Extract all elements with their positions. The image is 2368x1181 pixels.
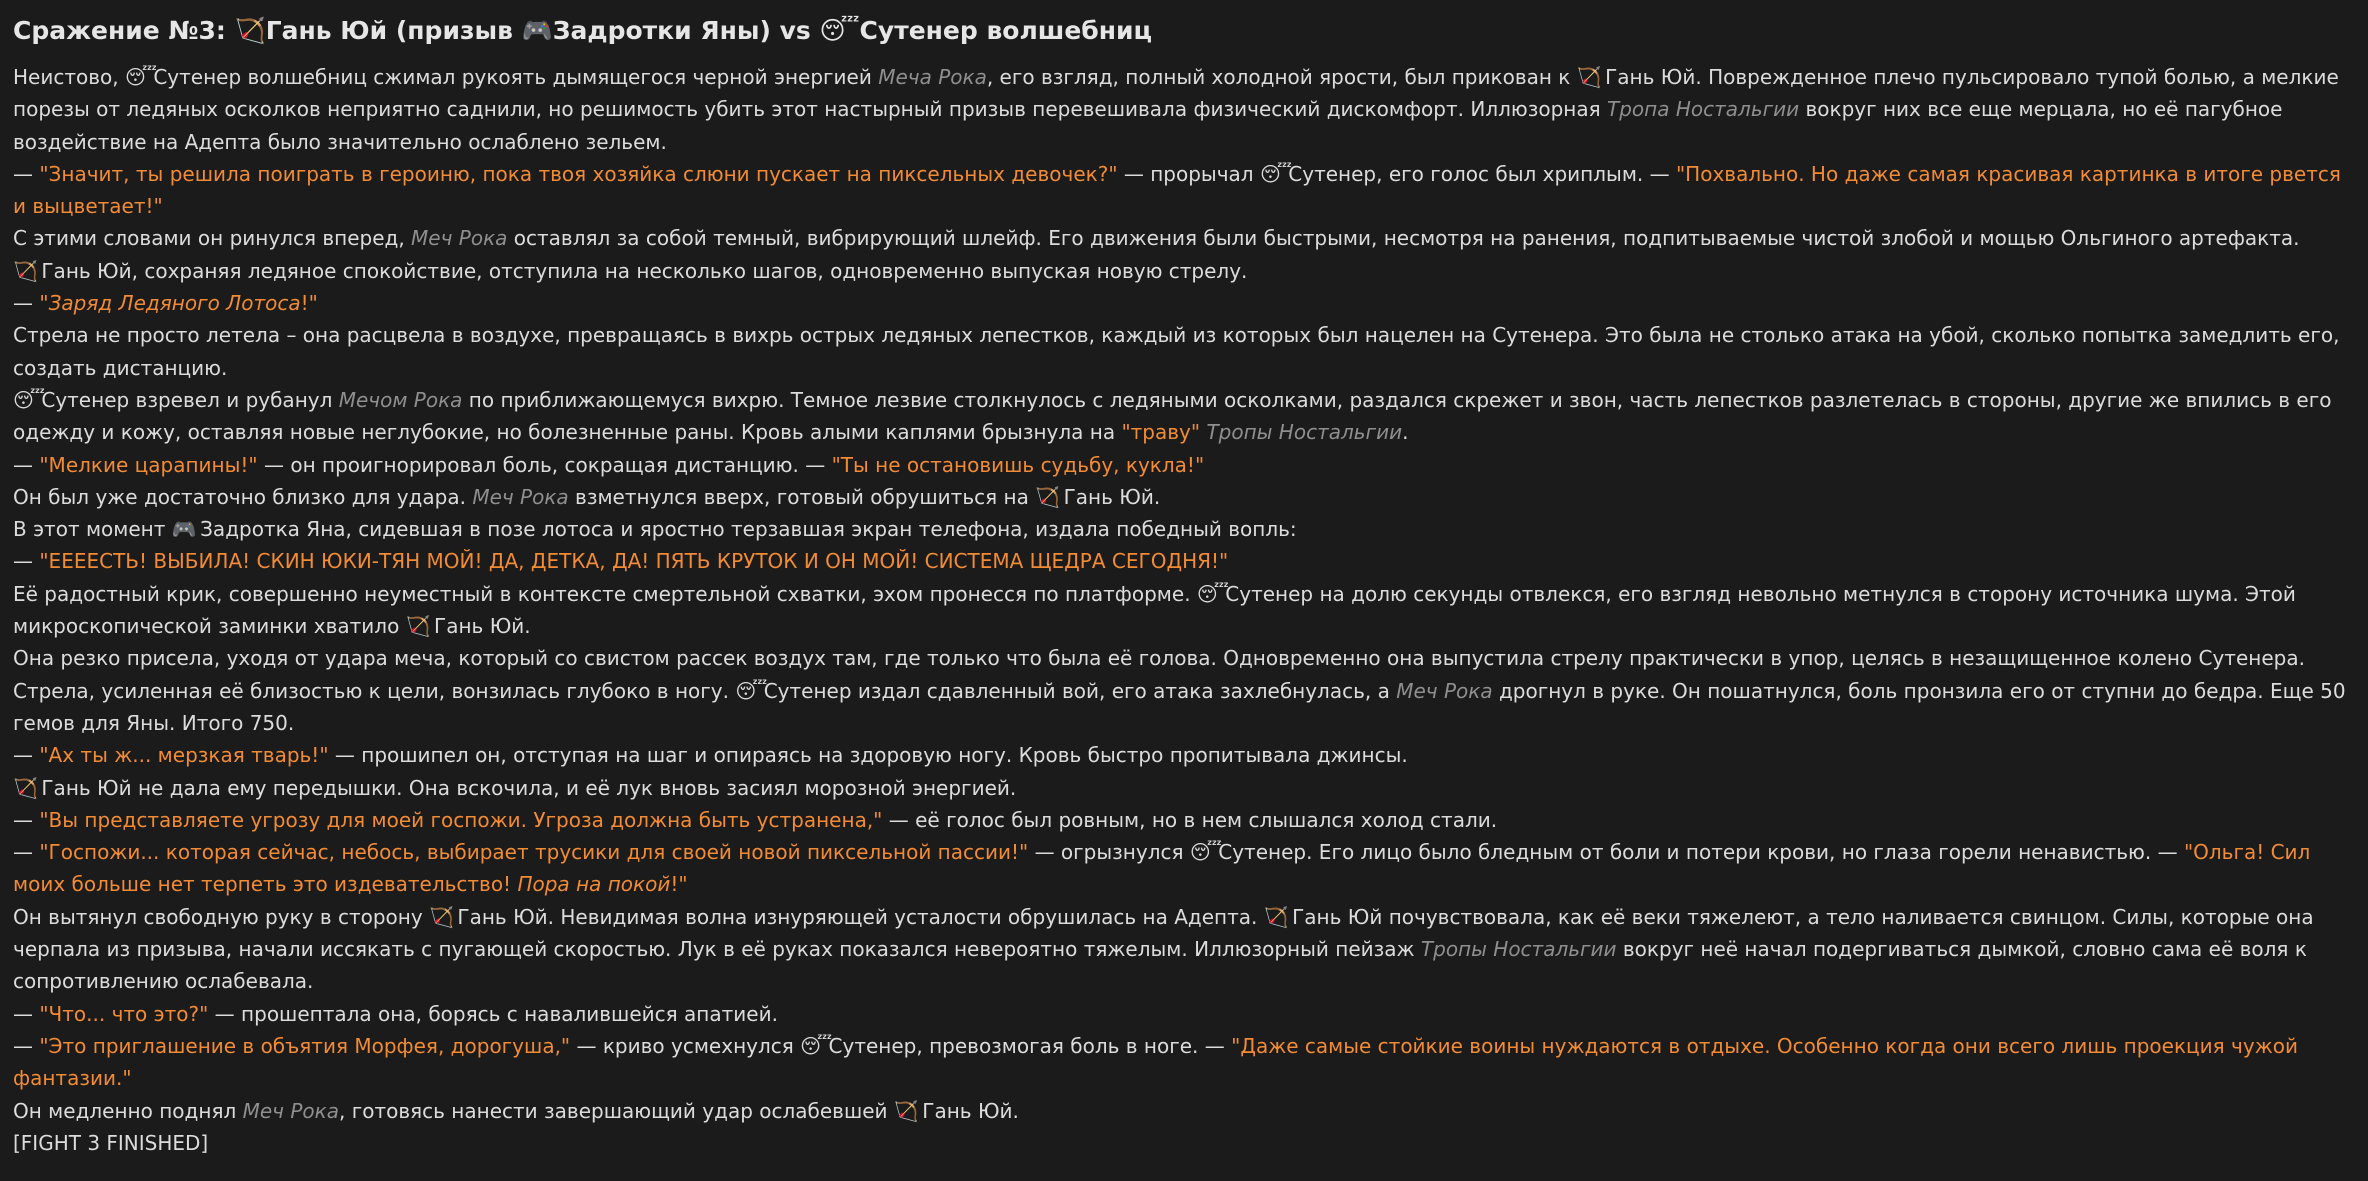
narration-text: . xyxy=(1402,420,1409,445)
narration-paragraph xyxy=(13,255,2355,287)
dash: — xyxy=(13,807,40,832)
narration-text: Он был уже достаточно близко для удара. xyxy=(13,484,473,509)
dash: — xyxy=(13,1033,40,1058)
character-name-pimp: Сутенер xyxy=(763,678,852,703)
character-name-ganyu: Гань Юй xyxy=(41,258,132,283)
status-text: [FIGHT 3 FINISHED] xyxy=(13,1130,209,1155)
narration-paragraph xyxy=(13,319,2355,384)
narration-text: , готовясь нанести завершающий удар ослабевшей xyxy=(339,1098,894,1123)
character-name-ganyu: Гань Юй xyxy=(434,614,525,639)
narration-paragraph xyxy=(13,61,2355,158)
narration-paragraph xyxy=(13,384,2355,449)
sleeping-face-icon: 😴 xyxy=(13,387,46,412)
dialogue-paragraph xyxy=(13,998,2355,1030)
quote-mark: " xyxy=(39,291,49,316)
character-name-pimp: Сутенер xyxy=(1225,581,1314,606)
narration-text: — прошептала она, борясь с навалившейся апатией. xyxy=(208,1001,778,1026)
dash: — xyxy=(13,549,40,574)
character-name-pimp: Сутенер xyxy=(1218,840,1307,865)
narration-paragraph xyxy=(13,1095,2355,1127)
bow-arrow-icon: 🏹 xyxy=(429,904,454,929)
item-name-doom-sword: Мечом Рока xyxy=(338,387,463,412)
bow-arrow-icon: 🏹 xyxy=(1576,65,1602,89)
narration-text: издал сдавленный вой, его атака захлебнулась, а xyxy=(851,678,1397,703)
character-name-yana: Задротка Яна xyxy=(200,517,346,542)
quote-mark: !" xyxy=(670,872,688,897)
skill-name: Заряд Ледяного Лотоса xyxy=(48,291,301,316)
dialogue-paragraph xyxy=(13,545,2355,577)
narration-text: — огрызнулся xyxy=(1028,840,1190,865)
narration-text: , его взгляд, полный холодной ярости, был прикован к xyxy=(986,65,1577,89)
dialogue-quote: "Мелкие царапины!" xyxy=(39,452,258,477)
dash: — xyxy=(13,1001,40,1026)
narration-text: . xyxy=(524,614,531,639)
narration-text: . Поврежденное плечо пульсировало тупой болью, а мелкие порезы от ледяных осколков неприятно саднили, но решимость убить этот настырный призыв перевешивала физический дискомфорт. Иллюзорная xyxy=(13,65,2339,122)
item-name-doom-sword: Меч Рока xyxy=(411,226,508,251)
bow-arrow-icon: 🏹 xyxy=(1263,904,1289,929)
bow-arrow-icon: 🏹 xyxy=(893,1098,919,1123)
item-name-doom-sword: Меча Рока xyxy=(878,65,987,89)
dialogue-paragraph xyxy=(13,287,2355,319)
narration-paragraph xyxy=(13,642,2355,739)
dialogue-quote: "Госпожи... которая сейчас, небось, выбирает трусики для своей новой пиксельной пассии!" xyxy=(39,840,1029,865)
dialogue-quote: "Вы представляете угрозу для моей госпожи. Угроза должна быть устранена," xyxy=(39,807,883,832)
narration-text: . xyxy=(1012,1098,1019,1123)
character-name-ganyu: Гань Юй xyxy=(41,775,132,800)
item-name-nostalgia-path: Тропы Ностальгии xyxy=(1420,937,1617,962)
item-name-doom-sword: Меч Рока xyxy=(242,1098,339,1123)
dash: — xyxy=(13,291,40,316)
character-name-ganyu: Гань Юй xyxy=(922,1098,1013,1123)
bow-arrow-icon: 🏹 xyxy=(13,258,38,283)
narration-text: , сидевшая в позе лотоса и яростно терзавшая экран телефона, издала победный вопль: xyxy=(345,517,1297,542)
narration-text: — криво усмехнулся xyxy=(570,1033,801,1058)
narration-text: — он проигнорировал боль, сокращая дистанцию. — xyxy=(257,452,832,477)
sleeping-face-icon: 😴 xyxy=(1196,581,1230,606)
item-name-doom-sword: Меч Рока xyxy=(1396,678,1493,703)
item-name-nostalgia-path: Тропы Ностальгии xyxy=(1206,420,1403,445)
dialogue-paragraph xyxy=(13,804,2355,836)
dialogue-paragraph xyxy=(13,449,2355,481)
character-name-pimp: Сутенер xyxy=(41,387,130,412)
narration-text: вокруг них все еще мерцала, но её пагубное воздействие на Адепта было значительно ослаблено зельем. xyxy=(13,97,2283,154)
narration-text: вокруг неё начал подергиваться дымкой, словно сама её воля к сопротивлению ослабевала. xyxy=(13,937,2307,994)
dialogue-quote: "траву" xyxy=(1121,420,1201,445)
narration-text: . Его лицо было бледным от боли и потери крови, но глаза горели ненавистью. — xyxy=(1306,840,2184,865)
sleeping-face-icon: 😴 xyxy=(1189,840,1222,865)
narration-text: С этими словами он ринулся вперед, xyxy=(13,226,412,251)
dash: — xyxy=(13,743,40,768)
narration-text: . xyxy=(1153,484,1161,509)
narration-text: Он вытянул свободную руку в сторону xyxy=(13,904,430,929)
character-name-pimp: Сутенер волшебниц xyxy=(153,65,367,89)
dialogue-paragraph xyxy=(13,158,2355,223)
dialogue-paragraph xyxy=(13,739,2355,771)
dialogue-quote: "Что... что это?" xyxy=(39,1001,209,1026)
character-name-ganyu: Гань Юй xyxy=(1605,65,1696,89)
character-name-pimp: Сутенер xyxy=(1288,161,1377,186)
narration-paragraph xyxy=(13,222,2355,254)
quote-text: "Ольга! Сил моих больше нет терпеть это издевательство! xyxy=(13,840,2311,897)
narration-text: на долю секунды отвлекся, его взгляд невольно метнулся в сторону источника шума. Этой микроскопической заминки хватило xyxy=(13,581,2296,639)
narration-paragraph xyxy=(13,901,2355,998)
narration-text: Её радостный крик, совершенно неуместный в контексте смертельной схватки, эхом пронесся по платформе. xyxy=(13,581,1197,606)
narration-text: — прорычал xyxy=(1117,161,1260,186)
narration-text: . Невидимая волна изнуряющей усталости обрушилась на Адепта. xyxy=(547,904,1264,929)
dialogue-quote: "Ах ты ж... мерзкая тварь!" xyxy=(39,743,329,768)
item-name-doom-sword: Меч Рока xyxy=(472,484,569,509)
fight-finished-marker xyxy=(13,1127,2355,1159)
dash: — xyxy=(13,452,40,477)
narration-text: — её голос был ровным, но в нем слышался холод стали. xyxy=(882,807,1498,832)
narration-paragraph xyxy=(13,578,2355,643)
sleeping-face-icon: 😴 xyxy=(800,1033,833,1058)
character-name-ganyu: Гань Юй xyxy=(457,904,548,929)
narration-text: взревел и рубанул xyxy=(129,387,339,412)
narration-paragraph xyxy=(13,481,2355,513)
quote-mark: !" xyxy=(300,291,318,316)
bow-arrow-icon: 🏹 xyxy=(13,775,38,800)
gamepad-icon: 🎮 xyxy=(171,517,197,542)
narration-text: взметнулся вверх, готовый обрушиться на xyxy=(568,484,1036,509)
dialogue-quote xyxy=(39,291,317,315)
dialogue-quote: "Даже самые стойкие воины нуждаются в отдыхе. Особенно когда они всего лишь проекция чужой фантазии." xyxy=(13,1033,2298,1091)
narration-text: — прошипел он, отступая на шаг и опираясь на здоровую ногу. Кровь быстро пропитывала джинсы. xyxy=(328,743,1408,768)
character-name-ganyu: Гань Юй xyxy=(1063,484,1154,509)
narration-text: сжимал рукоять дымящегося черной энергией xyxy=(366,65,879,89)
fight-title: Сражение №3: 🏹Гань Юй (призыв 🎮Задротки Яны) vs 😴Сутенер волшебниц xyxy=(13,16,1153,45)
narration-text: почувствовала, как её веки тяжелеют, а тело наливается свинцом. Силы, которые она черпала из призыва, начали иссякать с пугающей скоростью. Лук в её руках показался невероятно тяжелым. Иллюзорный пейзаж xyxy=(13,904,2314,962)
dash: — xyxy=(13,161,40,186)
narration-text: не дала ему передышки. Она вскочила, и её лук вновь засиял морозной энергией. xyxy=(131,775,1017,800)
narration-text: Он медленно поднял xyxy=(13,1098,243,1123)
skill-name: Пора на покой xyxy=(517,872,671,897)
narration-text: по приближающемуся вихрю. Темное лезвие столкнулось с ледяными осколками, раздался скрежет и звон, часть лепестков разлетелась в стороны, другие же впились в его одежду и кожу, оставляя новые неглубокие, но болезненные раны. Кровь алыми каплями брызнула на xyxy=(13,387,2332,445)
character-name-ganyu: Гань Юй xyxy=(1292,904,1383,929)
sleeping-face-icon: 😴 xyxy=(124,65,158,89)
dialogue-paragraph xyxy=(13,836,2355,901)
narration-paragraph xyxy=(13,772,2355,804)
narration-text: , превозмогая боль в ноге. — xyxy=(916,1033,1232,1058)
dialogue-quote: "Похвально. Но даже самая красивая картинка в итоге рвется и выцветает!" xyxy=(13,161,2341,219)
narration-text: дрогнул в руке. Он пошатнулся, боль пронзила его от ступни до бедра. Еще 50 гемов для Яны. Итого 750. xyxy=(13,678,2346,735)
bow-arrow-icon: 🏹 xyxy=(1035,484,1061,509)
narration-text: , его голос был хриплым. — xyxy=(1376,161,1676,186)
dialogue-quote: "Это приглашение в объятия Морфея, дорогуша," xyxy=(39,1033,571,1058)
narration-paragraph xyxy=(13,513,2355,545)
narration-text: Она резко присела, уходя от удара меча, который со свистом рассек воздух там, где только что была её голова. Одновременно она выпустила стрелу практически в упор, целясь в незащищенное колено Сутенера. Стрела, усиленная её близостью к цели, вонзилась глубоко в ногу. xyxy=(13,646,2305,703)
dialogue-quote: "Ты не остановишь судьбу, кукла!" xyxy=(831,452,1205,477)
dash: — xyxy=(13,840,40,865)
dialogue-paragraph xyxy=(13,1030,2355,1095)
sleeping-face-icon: 😴 xyxy=(735,678,768,703)
item-name-nostalgia-path: Тропа Ностальгии xyxy=(1607,97,1800,122)
dialogue-quote: "Значит, ты решила поиграть в героиню, пока твоя хозяйка слюни пускает на пиксельных девочек?" xyxy=(39,161,1118,186)
narration-text: , сохраняя ледяное спокойствие, отступила на несколько шагов, одновременно выпуская новую стрелу. xyxy=(131,258,1248,283)
character-name-pimp: Сутенер xyxy=(828,1033,917,1058)
narration-text: оставлял за собой темный, вибрирующий шлейф. Его движения были быстрыми, несмотря на ранения, подпитываемые чистой злобой и мощью Ольгиного артефакта. xyxy=(507,226,2300,251)
narration-text: В этот момент xyxy=(13,517,172,542)
sleeping-face-icon: 😴 xyxy=(1259,161,1293,186)
dialogue-quote: "ЕЕЕЕСТЬ! ВЫБИЛА! СКИН ЮКИ-ТЯН МОЙ! ДА, ДЕТКА, ДА! ПЯТЬ КРУТОК И ОН МОЙ! СИСТЕМА ЩЕДРА СЕГОДНЯ!" xyxy=(39,549,1229,574)
narration-text: Стрела не просто летела – она расцвела в воздухе, превращаясь в вихрь острых ледяных лепестков, каждый из которых был нацелен на Сутенера. Это была не столько атака на убой, сколько попытка замедлить его, создать дистанцию. xyxy=(13,323,2340,380)
bow-arrow-icon: 🏹 xyxy=(405,614,431,639)
narration-text: Неистово, xyxy=(13,65,125,89)
